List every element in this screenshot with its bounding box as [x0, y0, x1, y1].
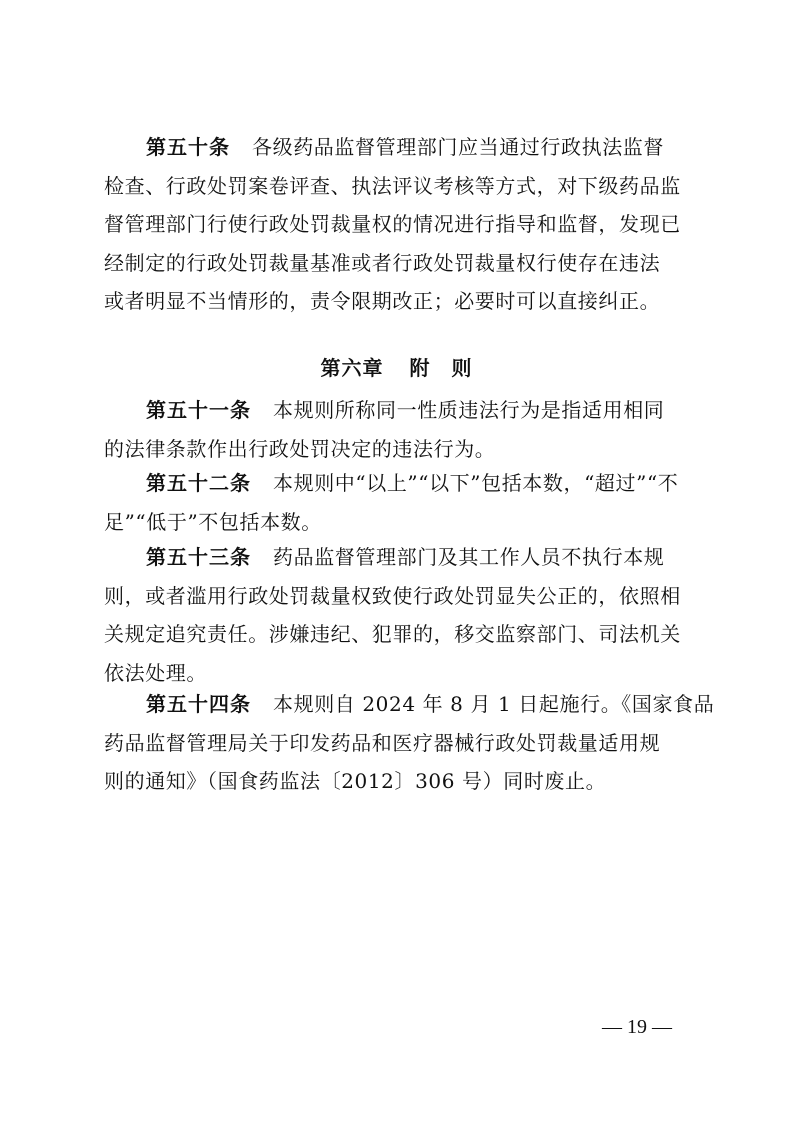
article-50	[104, 128, 696, 321]
article-text: 药品监督管理部门及其工作人员不执行本规	[273, 545, 665, 569]
article-line	[104, 685, 715, 724]
article-label: 第五十二条	[146, 471, 251, 495]
chapter-number: 第六章	[320, 356, 384, 380]
article-label: 第五十一条	[146, 398, 251, 422]
article-line: 督管理部门行使行政处罚裁量权的情况进行指导和监督，发现已	[104, 212, 681, 236]
article-line: 关规定追究责任。涉嫌违纪、犯罪的，移交监察部门、司法机关	[104, 622, 681, 646]
article-text: 本规则所称同一性质违法行为是指适用相同	[273, 398, 665, 422]
article-text: 本规则自 2024 年 8 月 1 日起施行。《国家食品	[273, 692, 715, 716]
article-label: 第五十四条	[146, 692, 251, 716]
article-text: 各级药品监督管理部门应当通过行政执法监督	[252, 135, 664, 159]
article-line: 或者明显不当情形的，责令限期改正；必要时可以直接纠正。	[104, 289, 661, 313]
chapter-heading	[0, 352, 793, 381]
article-line	[104, 391, 696, 430]
article-line: 则的通知》（国食药监法〔2012〕306 号）同时废止。	[104, 769, 607, 793]
article-line: 则，或者滥用行政处罚裁量权致使行政处罚显失公正的，依照相	[104, 583, 681, 608]
article-line	[104, 464, 696, 503]
article-54	[104, 685, 715, 801]
article-line	[104, 128, 696, 167]
article-label: 第五十三条	[146, 545, 251, 569]
article-line: 经制定的行政处罚裁量基准或者行政处罚裁量权行使存在违法	[104, 250, 661, 275]
article-52	[104, 464, 696, 541]
page-number: — 19 —	[602, 1016, 672, 1038]
article-line: 检查、行政处罚案卷评查、执法评议考核等方式，对下级药品监	[104, 173, 681, 198]
article-label: 第五十条	[146, 135, 230, 159]
article-line	[104, 538, 696, 577]
article-line: 药品监督管理局关于印发药品和医疗器械行政处罚裁量适用规	[104, 730, 661, 755]
article-51	[104, 391, 696, 468]
article-line: 足”“低于”不包括本数。	[104, 509, 322, 534]
chapter-title: 附 则	[409, 356, 473, 380]
article-line: 依法处理。	[104, 660, 207, 685]
article-line: 的法律条款作出行政处罚决定的违法行为。	[104, 436, 496, 461]
article-53	[104, 538, 696, 692]
article-text: 本规则中“以上”“以下”包括本数，“超过”“不	[273, 471, 679, 495]
